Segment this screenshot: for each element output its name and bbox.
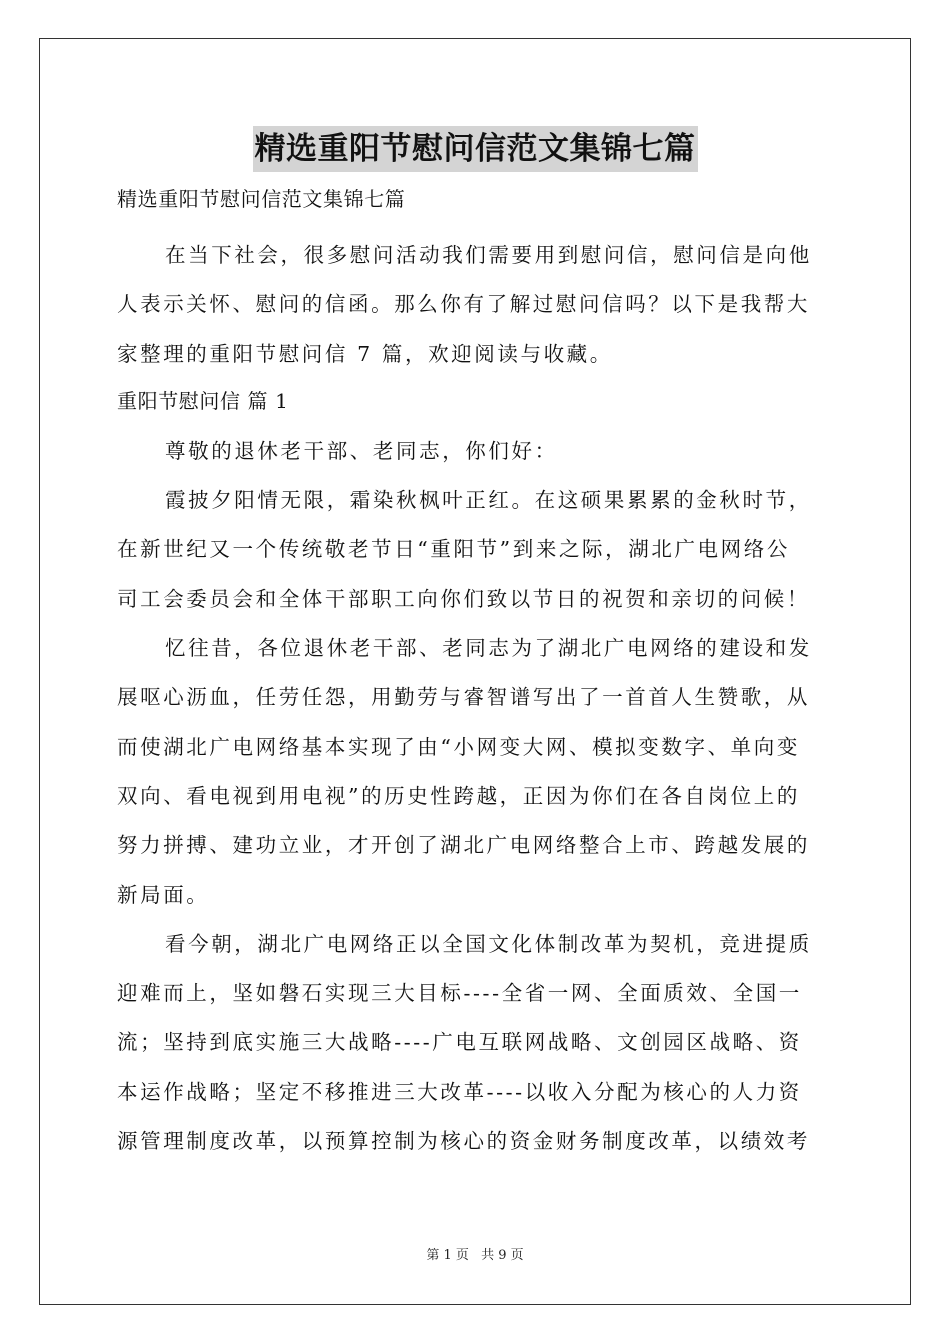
paragraph-line: 迎难而上，坚如磐石实现三大目标----全省一网、全面质效、全国一 bbox=[117, 981, 802, 1006]
paragraph-line: 源管理制度改革，以预算控制为核心的资金财务制度改革，以绩效考 bbox=[117, 1129, 810, 1154]
document-body bbox=[117, 182, 833, 1166]
paragraph-line: 在新世纪又一个传统敬老节日“重阳节”到来之际，湖北广电网络公 bbox=[117, 537, 790, 562]
page-footer bbox=[0, 1244, 950, 1263]
document-title: 精选重阳节慰问信范文集锦七篇 bbox=[253, 126, 698, 172]
intro-line: 人表示关怀、慰问的信函。那么你有了解过慰问信吗？以下是我帮大 bbox=[117, 292, 810, 317]
title-container bbox=[0, 126, 950, 172]
section-heading: 重阳节慰问信 篇 1 bbox=[117, 388, 289, 413]
salutation: 尊敬的退休老干部、老同志，你们好： bbox=[165, 438, 558, 463]
page-number: 第 1 页 bbox=[426, 1248, 469, 1263]
intro-line: 家整理的重阳节慰问信 7 篇，欢迎阅读与收藏。 bbox=[117, 341, 613, 366]
paragraph-line: 新局面。 bbox=[117, 882, 210, 907]
paragraph-line: 而使湖北广电网络基本实现了由“小网变大网、模拟变数字、单向变 bbox=[117, 734, 800, 759]
paragraph-line: 霞披夕阳情无限，霜染秋枫叶正红。在这硕果累累的金秋时节， bbox=[165, 488, 812, 513]
paragraph-line: 双向、看电视到用电视”的历史性跨越，正因为你们在各自岗位上的 bbox=[117, 783, 800, 808]
paragraph-line: 努力拼搏、建功立业，才开创了湖北广电网络整合上市、跨越发展的 bbox=[117, 833, 810, 858]
subtitle: 精选重阳节慰问信范文集锦七篇 bbox=[117, 187, 406, 211]
page-total: 共 9 页 bbox=[481, 1248, 524, 1263]
paragraph-line: 看今朝，湖北广电网络正以全国文化体制改革为契机，竞进提质 bbox=[165, 931, 812, 956]
intro-line: 在当下社会，很多慰问活动我们需要用到慰问信，慰问信是向他 bbox=[165, 243, 812, 267]
paragraph-1 bbox=[117, 476, 833, 624]
paragraph-line: 展呕心沥血，任劳任怨，用勤劳与睿智谱写出了一首首人生赞歌，从 bbox=[117, 685, 810, 710]
paragraph-3 bbox=[117, 920, 833, 1166]
paragraph-line: 司工会委员会和全体干部职工向你们致以节日的祝贺和亲切的问候！ bbox=[117, 586, 810, 611]
paragraph-line: 忆往昔，各位退休老干部、老同志为了湖北广电网络的建设和发 bbox=[165, 636, 812, 661]
paragraph-line: 流；坚持到底实施三大战略----广电互联网战略、文创园区战略、资 bbox=[117, 1030, 802, 1055]
paragraph-line: 本运作战略；坚定不移推进三大改革----以收入分配为核心的人力资 bbox=[117, 1079, 802, 1104]
paragraph-2 bbox=[117, 624, 833, 920]
intro-paragraph bbox=[117, 231, 833, 379]
